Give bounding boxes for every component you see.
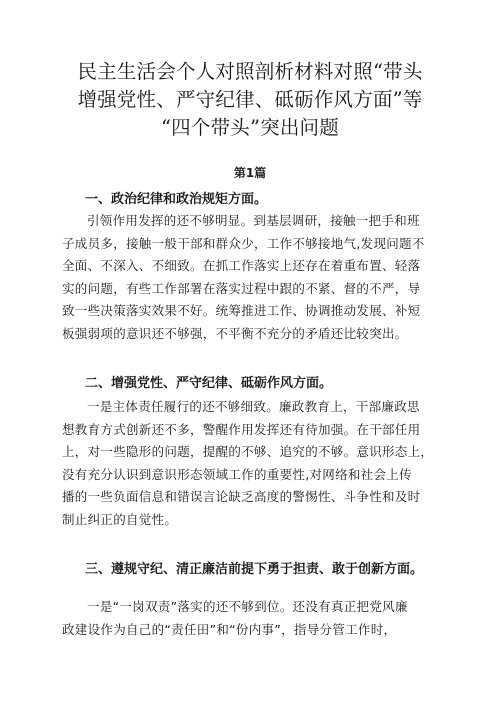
paragraph-line: 政建设作为自己的“责任田”和“份内事”，指导分管工作时， xyxy=(62,621,397,637)
section-heading-2: 二、增强党性、严守纪律、砥砺作风方面。 xyxy=(85,376,333,391)
paragraph-line: 引领作用发挥的还不够明显。到基层调研，接触一把手和班 xyxy=(87,213,420,228)
chapter-label: 第1篇 xyxy=(233,166,267,180)
paragraph-line: 播的一些负面信息和错误言论缺乏高度的警惕性、斗争性和及时 xyxy=(62,489,421,504)
document-title-line-2: 增强党性、严守纪律、砥砺作风方面”等 xyxy=(77,88,423,111)
section-paragraph-3 xyxy=(62,596,440,641)
paragraph-line: 没有充分认识到意识形态领域工作的重要性,对网络和社会上传 xyxy=(62,466,412,482)
section-paragraph-1 xyxy=(62,210,440,345)
paragraph-line: 实的问题，有些工作部署在落实过程中跟的不紧、督的不严，导 xyxy=(62,280,421,296)
paragraph-line: 想教育方式创新还不多，警醒作用发挥还有待加强。在干部任用 xyxy=(62,421,421,437)
paragraph-line: 致一些决策落实效果不好。统筹推进工作、协调推动发展、补短 xyxy=(62,303,421,318)
document-title-line-1: 民主生活会个人对照剖析材料对照“带头 xyxy=(77,60,423,83)
paragraph-line: 一是“一岗双责”落实的还不够到位。还没有真正把党风廉 xyxy=(87,599,408,614)
section-heading-1: 一、政治纪律和政治规矩方面。 xyxy=(85,192,268,207)
paragraph-line: 板强弱项的意识还不够强，不平衡不充分的矛盾还比较突出。 xyxy=(62,325,408,341)
section-paragraph-2 xyxy=(62,396,440,531)
paragraph-line: 一是主体责任履行的还不够细致。廉政教育上，干部廉政思 xyxy=(87,399,420,414)
paragraph-line: 上，对一些隐形的问题，提醒的不够、追究的不够。意识形态上， xyxy=(62,444,434,459)
document-title-line-3: “四个带头”突出问题 xyxy=(161,116,339,139)
paragraph-line: 子成员多，接触一般干部和群众少，工作不够接地气,发现问题不 xyxy=(62,235,425,251)
paragraph-line: 全面、不深入、不细致。在抓工作落实上还存在着重布置、轻落 xyxy=(62,258,421,273)
section-heading-3: 三、遵规守纪、清正廉洁前提下勇于担责、敢于创新方面。 xyxy=(85,562,424,577)
paragraph-line: 制止纠正的自觉性。 xyxy=(62,511,178,527)
